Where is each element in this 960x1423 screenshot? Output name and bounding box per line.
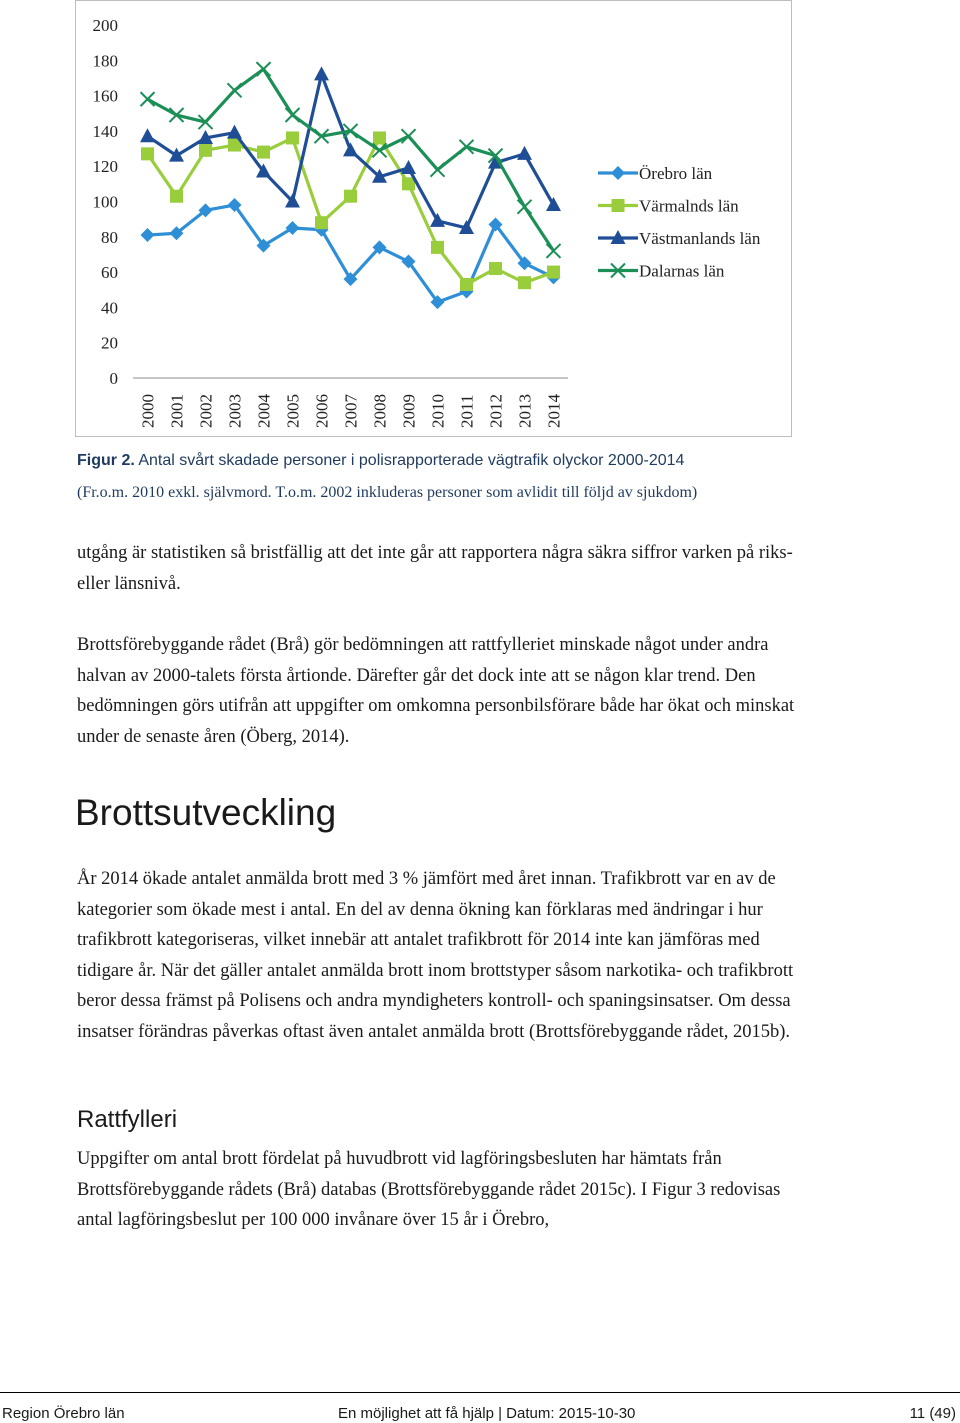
line-chart (75, 0, 792, 437)
x-tick-label: 2013 (515, 394, 535, 428)
chart-canvas (76, 1, 793, 438)
series-line (148, 205, 554, 302)
x-tick-label: 2001 (167, 394, 187, 428)
data-point-square (518, 276, 531, 289)
y-tick-label: 0 (109, 369, 118, 388)
data-point-triangle (546, 197, 561, 211)
data-point-triangle (140, 128, 155, 142)
data-point-x (402, 129, 416, 143)
legend-label: Dalarnas län (639, 261, 725, 281)
legend-label: Örebro län (639, 164, 713, 183)
data-point-triangle (517, 146, 532, 160)
footer-page-number: 11 (49) (909, 1405, 956, 1422)
x-tick-label: 2002 (196, 394, 216, 428)
data-point-triangle (343, 142, 358, 156)
data-point-triangle (227, 125, 242, 139)
legend-label: Värmalnds län (639, 196, 739, 216)
figure-caption (77, 452, 684, 470)
data-point-x (431, 163, 445, 177)
x-tick-label: 2007 (341, 394, 361, 428)
x-tick-label: 2003 (225, 394, 245, 428)
legend-label: Västmanlands län (639, 229, 761, 248)
data-point-triangle (430, 213, 445, 227)
y-tick-label: 140 (92, 121, 118, 141)
data-point-square (431, 241, 444, 254)
paragraph-bra: Brottsförebyggande rådet (Brå) gör bedömningen att rattfylleriet minskade något under andra halvan av 2000-talets första årtionde. Därefter går det dock inte att se någon klar trend. Den bedömningen görs utifrån att uppgifter om omkomna personbilsförare både har ökat och minskat under de senaste åren (Öberg, 2014). (77, 635, 795, 747)
data-point-square (547, 266, 560, 279)
data-point-diamond (286, 221, 300, 235)
data-point-x (518, 200, 532, 214)
y-tick-label: 60 (101, 263, 118, 283)
footer-document-info: En möjlighet att få hjälp | Datum: 2015-10-30 (338, 1405, 636, 1422)
data-point-square (315, 216, 328, 229)
x-tick-label: 2010 (428, 394, 448, 428)
y-tick-label: 80 (101, 227, 118, 247)
heading-rattfylleri: Rattfylleri (77, 1106, 178, 1133)
data-point-x (547, 244, 561, 258)
y-tick-label: 200 (92, 16, 118, 35)
x-tick-label: 2004 (254, 394, 274, 428)
x-tick-label: 2011 (457, 394, 477, 428)
data-point-triangle (314, 66, 329, 80)
data-point-square (612, 199, 625, 212)
x-tick-label: 2006 (312, 394, 332, 428)
figure-note: (Fr.o.m. 2010 exkl. självmord. T.o.m. 2002 inkluderas personer som avlidit till följd av sjukdom) (77, 484, 698, 501)
figure-caption-text: Antal svårt skadade personer i polisrapporterade vägtrafik olyckor 2000-2014 (134, 452, 685, 469)
data-point-diamond (611, 166, 625, 180)
y-tick-label: 100 (92, 192, 118, 212)
figure-label: Figur 2. (77, 452, 135, 469)
data-point-square (373, 131, 386, 144)
y-tick-label: 180 (92, 51, 118, 71)
x-tick-label: 2014 (544, 394, 564, 428)
heading-brottsutveckling: Brottsutveckling (75, 792, 337, 833)
data-point-triangle (169, 148, 184, 162)
data-point-x (286, 108, 300, 122)
x-tick-label: 2008 (370, 394, 390, 428)
paragraph-brottsutveckling: År 2014 ökade antalet anmälda brott med 3 % jämfört med året innan. Trafikbrott var en av de kategorier som ökade mest i antal. En del av denna ökning kan förklaras med ändringar i hur trafikbrott kategoriseras, vilket innebär att antalet trafikbrott för 2014 inte kan jämföras med tidigare år. När det gäller antalet anmälda brott inom brottstyper såsom narkotika- och trafikbrott beror dessa främst på Polisens och andra myndigheters kontroll- och spaningsinsatser. Om dessa insatser förändras påverkas oftast även antalet anmälda brott (Brottsförebyggande rådet, 2015b). (77, 869, 794, 1042)
data-point-triangle (401, 160, 416, 174)
data-point-square (344, 190, 357, 203)
footer-organization: Region Örebro län (2, 1405, 125, 1422)
x-tick-label: 2009 (399, 394, 419, 428)
y-tick-label: 120 (92, 157, 118, 177)
y-tick-label: 160 (92, 86, 118, 106)
paragraph-intro: utgång är statistiken så bristfällig att det inte går att rapportera några säkra siffror varken på riks- eller länsnivå. (77, 543, 793, 594)
data-point-diamond (141, 228, 155, 242)
paragraph-rattfylleri: Uppgifter om antal brott fördelat på huvudbrott vid lagföringsbesluten har hämtats från Brottsförebyggande rådets (Brå) databas (Brottsförebyggande rådet 2015c). I Figur 3 redovisas antal lagföringsbeslut per 100 000 invånare över 15 år i Örebro, (77, 1149, 781, 1230)
x-tick-label: 2005 (283, 394, 303, 428)
data-point-square (170, 190, 183, 203)
data-point-x (257, 62, 271, 76)
data-point-square (460, 278, 473, 291)
y-tick-label: 20 (101, 333, 118, 353)
x-tick-label: 2012 (486, 394, 506, 428)
data-point-square (489, 262, 502, 275)
data-point-square (141, 147, 154, 160)
data-point-square (199, 144, 212, 157)
y-tick-label: 40 (101, 298, 118, 318)
data-point-square (286, 131, 299, 144)
page-footer (0, 1392, 960, 1423)
data-point-x (228, 83, 242, 97)
data-point-square (257, 146, 270, 159)
data-point-x (141, 92, 155, 106)
x-tick-label: 2000 (138, 394, 158, 428)
